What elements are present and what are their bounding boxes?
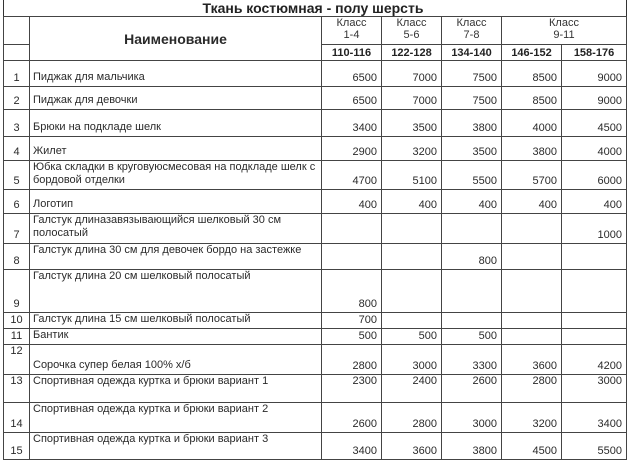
item-name: Спортивная одежда куртка и брюки вариант 2: [30, 403, 322, 433]
price-cell: 8500: [502, 61, 562, 87]
price-cell: 2900: [322, 137, 382, 161]
price-cell: 4500: [562, 110, 627, 137]
table-row: [4, 161, 627, 190]
price-cell: [562, 244, 627, 270]
header-class-5-6: [382, 17, 442, 45]
price-cell: [442, 313, 502, 329]
price-cell: 3800: [502, 137, 562, 161]
row-number: 13: [4, 375, 30, 403]
table-row: [4, 375, 627, 403]
price-cell: 4700: [322, 161, 382, 190]
table-row: [4, 313, 627, 329]
price-cell: 2800: [382, 403, 442, 433]
price-cell: 6500: [322, 87, 382, 110]
price-cell: 3800: [442, 433, 502, 460]
class-label: Класс: [549, 17, 579, 29]
class-range: 1-4: [343, 29, 360, 41]
item-name: Логотип: [30, 190, 322, 214]
row-number: 14: [4, 403, 30, 433]
price-cell: 400: [502, 190, 562, 214]
item-name: Спортивная одежда куртка и брюки вариант 1: [30, 375, 322, 403]
row-number: 11: [4, 329, 30, 345]
price-cell: 1000: [562, 214, 627, 244]
price-cell: 2600: [322, 403, 382, 433]
price-cell: 6000: [562, 161, 627, 190]
price-cell: 9000: [562, 61, 627, 87]
class-range: 9-11: [553, 29, 575, 41]
table-row: [4, 270, 627, 313]
table-row: [4, 137, 627, 161]
price-cell: [382, 214, 442, 244]
price-cell: 3000: [442, 403, 502, 433]
price-cell: [322, 244, 382, 270]
price-cell: 2400: [382, 375, 442, 403]
row-number: 2: [4, 87, 30, 110]
row-number: 1: [4, 61, 30, 87]
price-cell: 3300: [442, 345, 502, 375]
price-cell: 800: [322, 270, 382, 313]
header-class-1-4: [322, 17, 382, 45]
price-cell: 3500: [442, 137, 502, 161]
price-cell: 4500: [502, 433, 562, 460]
item-name: Галстук длиназавязывающийся шелковый 30 см полосатый: [30, 214, 322, 244]
row-number: 5: [4, 161, 30, 190]
price-cell: 5100: [382, 161, 442, 190]
table-row: [4, 110, 627, 137]
price-cell: 2800: [502, 375, 562, 403]
price-cell: 7500: [442, 87, 502, 110]
price-cell: 2300: [322, 375, 382, 403]
table-row: [4, 214, 627, 244]
table-header: [4, 17, 627, 61]
class-range: 5-6: [403, 29, 420, 41]
class-label: Класс: [336, 17, 367, 29]
price-cell: 5500: [562, 433, 627, 460]
class-label: Класс: [396, 17, 427, 29]
price-cell: 500: [442, 329, 502, 345]
row-number: 3: [4, 110, 30, 137]
price-table: [3, 16, 627, 460]
price-cell: [442, 214, 502, 244]
header-size: 146-152: [502, 45, 562, 61]
table-row: [4, 244, 627, 270]
table-row: [4, 329, 627, 345]
row-number: 15: [4, 433, 30, 460]
table-row: [4, 345, 627, 375]
price-cell: 400: [322, 190, 382, 214]
price-cell: 3600: [502, 345, 562, 375]
price-cell: 2600: [442, 375, 502, 403]
price-cell: 3400: [562, 403, 627, 433]
price-cell: 500: [322, 329, 382, 345]
price-cell: 5500: [442, 161, 502, 190]
table-row: [4, 61, 627, 87]
price-cell: 800: [442, 244, 502, 270]
price-cell: [442, 270, 502, 313]
row-number: 8: [4, 244, 30, 270]
table-row: [4, 190, 627, 214]
price-cell: 7000: [382, 61, 442, 87]
price-cell: [562, 313, 627, 329]
header-number-cell-top: [4, 17, 30, 45]
row-number: 6: [4, 190, 30, 214]
item-name: Бантик: [30, 329, 322, 345]
price-cell: 3600: [382, 433, 442, 460]
item-name: Галстук длина 30 см для девочек бордо на застежке: [30, 244, 322, 270]
price-cell: [382, 244, 442, 270]
price-cell: [502, 329, 562, 345]
table-body: [4, 61, 627, 460]
item-name: Галстук длина 15 см шелковый полосатый: [30, 313, 322, 329]
price-cell: 3200: [502, 403, 562, 433]
class-label: Класс: [456, 17, 487, 29]
title-right-border: [626, 0, 627, 16]
table-row: [4, 403, 627, 433]
item-name: Спортивная одежда куртка и брюки вариант 3: [30, 433, 322, 460]
class-range: 7-8: [463, 29, 480, 41]
price-cell: 8500: [502, 87, 562, 110]
row-number: 10: [4, 313, 30, 329]
price-cell: 6500: [322, 61, 382, 87]
price-cell: 3000: [382, 345, 442, 375]
price-cell: [502, 313, 562, 329]
item-name: Брюки на подкладе шелк: [30, 110, 322, 137]
header-class-9-11: [502, 17, 627, 45]
row-number: 12: [4, 345, 30, 375]
table-title: Ткань костюмная - полу шерсть: [202, 0, 424, 16]
item-name: Галстук длина 20 см шелковый полосатый: [30, 270, 322, 313]
header-size: 158-176: [562, 45, 627, 61]
price-cell: 400: [562, 190, 627, 214]
price-cell: 2800: [322, 345, 382, 375]
item-name: Сорочка супер белая 100% х/б: [30, 345, 322, 375]
price-cell: 400: [442, 190, 502, 214]
item-name: Пиджак для мальчика: [30, 61, 322, 87]
item-name: Жилет: [30, 137, 322, 161]
price-cell: 700: [322, 313, 382, 329]
header-size: 134-140: [442, 45, 502, 61]
price-cell: [502, 270, 562, 313]
price-cell: 3000: [562, 375, 627, 403]
header-name: Наименование: [30, 17, 322, 61]
header-number-cell-bottom: [4, 45, 30, 61]
price-cell: 4000: [502, 110, 562, 137]
header-class-7-8: [442, 17, 502, 45]
table-row: [4, 87, 627, 110]
price-cell: 4000: [562, 137, 627, 161]
price-cell: 500: [382, 329, 442, 345]
price-cell: [322, 214, 382, 244]
table-row: [4, 433, 627, 460]
price-cell: [382, 270, 442, 313]
price-cell: 5700: [502, 161, 562, 190]
price-cell: 3200: [382, 137, 442, 161]
row-number: 9: [4, 270, 30, 313]
price-cell: 9000: [562, 87, 627, 110]
price-cell: 7500: [442, 61, 502, 87]
price-cell: [562, 329, 627, 345]
item-name: Юбка складки в круговуюсмесовая на подкладе шелк с бордовой отделки: [30, 161, 322, 190]
price-cell: [502, 214, 562, 244]
row-number: 7: [4, 214, 30, 244]
header-size: 122-128: [382, 45, 442, 61]
price-cell: 3400: [322, 110, 382, 137]
item-name: Пиджак для девочки: [30, 87, 322, 110]
price-cell: 3500: [382, 110, 442, 137]
price-cell: 4200: [562, 345, 627, 375]
price-cell: 3800: [442, 110, 502, 137]
price-cell: 3400: [322, 433, 382, 460]
price-cell: [382, 313, 442, 329]
header-size: 110-116: [322, 45, 382, 61]
price-cell: [502, 244, 562, 270]
row-number: 4: [4, 137, 30, 161]
price-cell: [562, 270, 627, 313]
price-cell: 7000: [382, 87, 442, 110]
price-cell: 400: [382, 190, 442, 214]
